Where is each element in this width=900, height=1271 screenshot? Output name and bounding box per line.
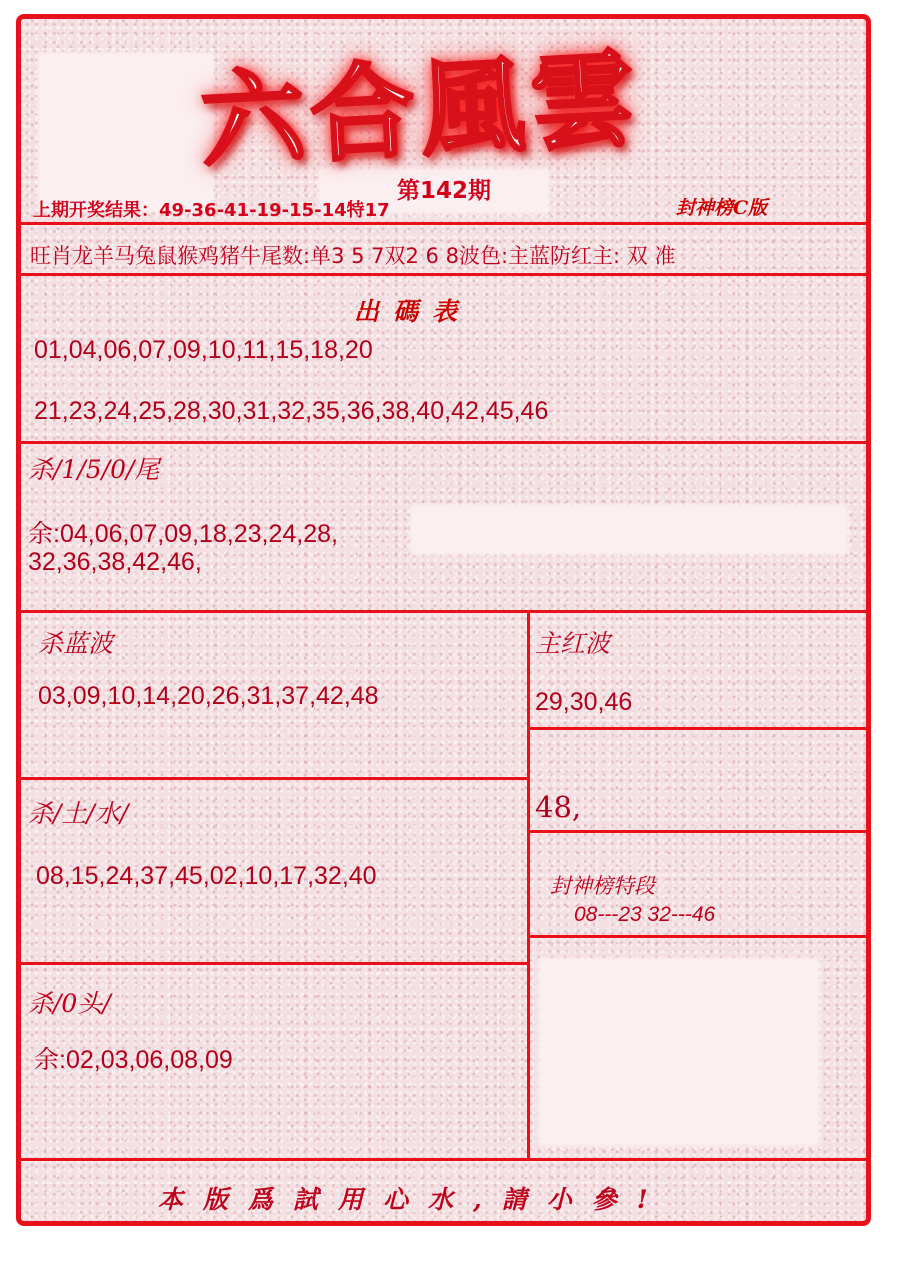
- divider-code-table: [21, 441, 866, 444]
- special-range: 08---23 32---46: [574, 903, 716, 926]
- divider-right-2: [528, 830, 866, 833]
- issue-number: 第142期: [397, 178, 492, 204]
- divider-info: [21, 273, 866, 276]
- special-label: 封神榜特段: [550, 874, 655, 898]
- divider-right-1: [528, 727, 866, 730]
- main-red-numbers: 29,30,46: [535, 688, 633, 716]
- divider-footer: [21, 1158, 866, 1161]
- kill-earth-water-label: 杀/土/水/: [28, 799, 129, 828]
- footer-note: 本版爲試用心水,請小參!: [158, 1185, 668, 1214]
- redacted-strip: [410, 505, 848, 555]
- divider-kill-tail: [21, 610, 866, 613]
- kill-tail-remain-2: 32,36,38,42,46,: [28, 548, 202, 576]
- single-number: 48,: [535, 790, 582, 824]
- last-result: 上期开奖结果：49-36-41-19-15-14特17: [33, 200, 390, 221]
- divider-right-3: [528, 935, 866, 938]
- kill-blue-numbers: 03,09,10,14,20,26,31,37,42,48: [38, 682, 379, 710]
- kill-zero-head-label: 杀/0头/: [28, 989, 111, 1018]
- kill-earth-water-numbers: 08,15,24,37,45,02,10,17,32,40: [36, 862, 377, 890]
- divider-vertical: [527, 612, 530, 1160]
- redacted-logo: [38, 52, 214, 212]
- redacted-image: [538, 958, 820, 1146]
- divider-left-2: [21, 962, 528, 965]
- divider-left-1: [21, 777, 528, 780]
- kill-tail-label: 杀/1/5/0/尾: [28, 455, 160, 484]
- divider-header: [21, 222, 866, 225]
- kill-blue-label: 杀蓝波: [38, 629, 114, 658]
- page-title: 六合風雲: [197, 36, 644, 183]
- kill-tail-remain-1: 余:04,06,07,09,18,23,24,28,: [28, 520, 338, 548]
- brand-label: 封神榜C版: [676, 197, 768, 219]
- main-red-label: 主红波: [535, 629, 611, 658]
- code-table-row-2: 21,23,24,25,28,30,31,32,35,36,38,40,42,45,46: [34, 397, 549, 425]
- code-table-title: 出碼表: [354, 297, 472, 326]
- code-table-row-1: 01,04,06,07,09,10,11,15,18,20: [34, 336, 373, 364]
- info-line: 旺肖龙羊马兔鼠猴鸡猪牛尾数:单3 5 7双2 6 8波色:主蓝防红主: 双 准: [30, 244, 676, 268]
- kill-zero-head-remain: 余:02,03,06,08,09: [34, 1046, 233, 1074]
